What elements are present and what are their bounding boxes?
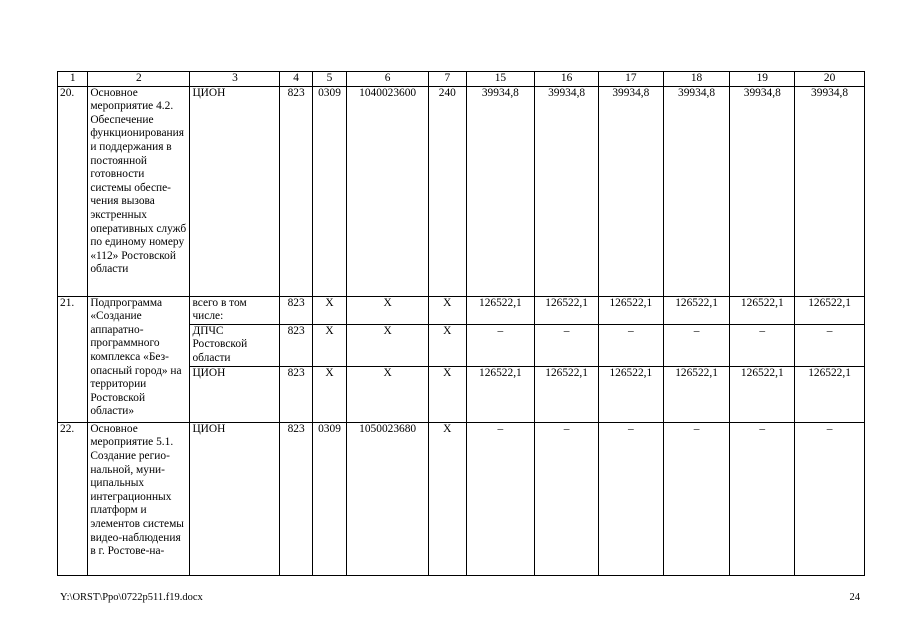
value-cell: –: [663, 422, 730, 575]
row-number: 20.: [58, 86, 88, 296]
value-cell: –: [535, 422, 599, 575]
col-header: 2: [88, 72, 190, 87]
col-header: 5: [312, 72, 346, 87]
col-header: 18: [663, 72, 730, 87]
value-cell: 126522,1: [466, 296, 535, 324]
value-cell: 126522,1: [663, 296, 730, 324]
value-cell: 126522,1: [795, 366, 865, 422]
cell-c6: Х: [347, 366, 429, 422]
value-cell: –: [795, 324, 865, 366]
col-header: 19: [730, 72, 795, 87]
cell-c5: Х: [312, 366, 346, 422]
cell-c7: Х: [429, 422, 466, 575]
col-header: 15: [466, 72, 535, 87]
col-header: 6: [347, 72, 429, 87]
cell-c7: Х: [429, 324, 466, 366]
col-header: 4: [280, 72, 312, 87]
value-cell: 126522,1: [730, 366, 795, 422]
cell-c4: 823: [280, 366, 312, 422]
value-cell: 39934,8: [663, 86, 730, 296]
value-cell: 39934,8: [795, 86, 865, 296]
budget-table: [57, 71, 865, 576]
row-description: Основное мероприятие 5.1. Создание регио-нальной, муни-ципальных интеграционных платформ и элементов системы видео-наблюдения в г. Ростове-на-: [88, 422, 190, 575]
table-row: [58, 296, 865, 324]
cell-c7: Х: [429, 366, 466, 422]
value-cell: 126522,1: [466, 366, 535, 422]
col-header: 20: [795, 72, 865, 87]
value-cell: 126522,1: [663, 366, 730, 422]
cell-c4: 823: [280, 86, 312, 296]
cell-c6: Х: [347, 296, 429, 324]
executor-cell: ДПЧС Ростовской области: [190, 324, 280, 366]
value-cell: –: [466, 324, 535, 366]
page-number: 24: [849, 592, 860, 603]
executor-cell: ЦИОН: [190, 366, 280, 422]
value-cell: 126522,1: [795, 296, 865, 324]
value-cell: 39934,8: [466, 86, 535, 296]
value-cell: –: [598, 324, 663, 366]
cell-c4: 823: [280, 296, 312, 324]
value-cell: –: [535, 324, 599, 366]
value-cell: 126522,1: [535, 366, 599, 422]
col-header: 3: [190, 72, 280, 87]
executor-cell: ЦИОН: [190, 86, 280, 296]
column-number-row: [58, 72, 865, 87]
row-number: 22.: [58, 422, 88, 575]
value-cell: 39934,8: [730, 86, 795, 296]
value-cell: 126522,1: [598, 366, 663, 422]
cell-c7: Х: [429, 296, 466, 324]
value-cell: –: [663, 324, 730, 366]
value-cell: –: [598, 422, 663, 575]
value-cell: 126522,1: [730, 296, 795, 324]
executor-cell: ЦИОН: [190, 422, 280, 575]
row-description: Основное мероприятие 4.2. Обеспечение функционирования и поддержания в постоянной готовности системы обеспе-чения вызова экстренных оперативных служб по единому номеру «112» Ростовской области: [88, 86, 190, 296]
cell-c5: 0309: [312, 422, 346, 575]
col-header: 17: [598, 72, 663, 87]
value-cell: 126522,1: [598, 296, 663, 324]
table-row: [58, 422, 865, 575]
cell-c5: Х: [312, 296, 346, 324]
cell-c6: 1040023600: [347, 86, 429, 296]
value-cell: –: [730, 324, 795, 366]
cell-c5: Х: [312, 324, 346, 366]
col-header: 7: [429, 72, 466, 87]
value-cell: 39934,8: [598, 86, 663, 296]
value-cell: 126522,1: [535, 296, 599, 324]
col-header: 16: [535, 72, 599, 87]
value-cell: –: [795, 422, 865, 575]
cell-c7: 240: [429, 86, 466, 296]
value-cell: –: [730, 422, 795, 575]
footer-file-path: Y:\ORST\Ppo\0722p511.f19.docx: [60, 592, 203, 603]
col-header: 1: [58, 72, 88, 87]
cell-c5: 0309: [312, 86, 346, 296]
row-description: Подпрограмма «Создание аппаратно-программного комплекса «Без-опасный город» на территории Ростовской области»: [88, 296, 190, 422]
cell-c6: 1050023680: [347, 422, 429, 575]
executor-cell: всего в том числе:: [190, 296, 280, 324]
cell-c6: Х: [347, 324, 429, 366]
row-number: 21.: [58, 296, 88, 422]
cell-c4: 823: [280, 422, 312, 575]
value-cell: –: [466, 422, 535, 575]
cell-c4: 823: [280, 324, 312, 366]
table-row: [58, 86, 865, 296]
value-cell: 39934,8: [535, 86, 599, 296]
